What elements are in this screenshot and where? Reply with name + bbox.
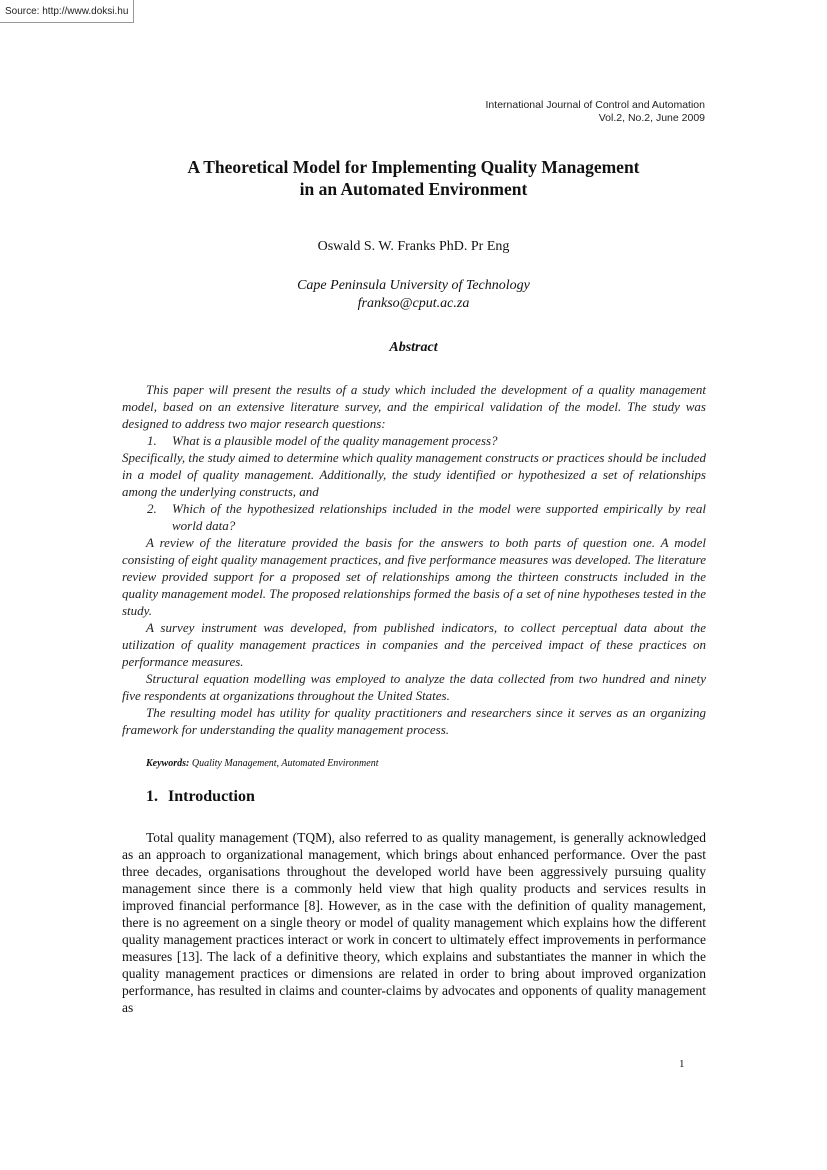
- introduction-paragraph: Total quality management (TQM), also referred to as quality management, is generally acknowledged as an approach to organizational management, which brings about enhanced performance. Over the past three decades, organisations throughout the developed world have been aggressively pursuing quality management since there is a commonly held view that high quality products and services results in improved financial performance [8]. However, as in the case with the definition of quality management, there is no agreement on a single theory or model of quality management which explains how the different quality management practices interact or work in concert to ultimately effect improvements in performance measures [13]. The lack of a definitive theory, which explains and substantiates the manner in which the quality management practices or dimensions are related in order to bring about improved organization performance, has resulted in claims and counter-claims by advocates and opponents of quality management as: [122, 830, 706, 1015]
- author-name: Oswald S. W. Franks PhD. Pr Eng: [317, 239, 510, 254]
- list-text: Which of the hypothesized relationships included in the model were supported empirically by real world data?: [172, 501, 706, 533]
- list-number: 1.: [147, 433, 157, 448]
- title-line-2: in an Automated Environment: [299, 179, 528, 199]
- page-number: 1: [679, 1058, 685, 1070]
- journal-header: [486, 99, 705, 125]
- list-text: What is a plausible model of the quality management process?: [172, 433, 498, 448]
- abstract-body: [122, 381, 706, 738]
- abstract-paragraph: A review of the literature provided the basis for the answers to both parts of question one. A model consisting of eight quality management practices, and five performance measures was developed. The literature review provided support for a proposed set of relationships among the thirteen constructs included in the quality management model. The proposed relationships formed the basis of a set of nine hypotheses tested in the study.: [122, 535, 706, 618]
- journal-name: International Journal of Control and Automation: [485, 99, 705, 111]
- keywords-label: Keywords:: [146, 758, 190, 769]
- title-line-1: A Theoretical Model for Implementing Quality Management: [187, 157, 640, 177]
- abstract-paragraph: The resulting model has utility for quality practitioners and researchers since it serves as an organizing framework for understanding the quality management process.: [122, 705, 706, 737]
- abstract-paragraph: Specifically, the study aimed to determine which quality management constructs or practices should be included in a model of quality management. Additionally, the study identified or hypothesized a set of relationships among the underlying constructs, and: [122, 450, 706, 499]
- keywords-text: Quality Management, Automated Environment: [191, 758, 379, 769]
- research-question-2: [122, 500, 706, 534]
- section-title: Introduction: [168, 788, 255, 805]
- author-email: frankso@cput.ac.za: [357, 296, 470, 311]
- keywords: [146, 758, 378, 769]
- source-label: Source: http://www.doksi.hu: [0, 0, 134, 23]
- research-question-1: [122, 432, 706, 449]
- abstract-paragraph: Structural equation modelling was employed to analyze the data collected from two hundred and ninety five respondents at organizations throughout the United States.: [122, 671, 706, 703]
- abstract-heading: Abstract: [389, 340, 438, 355]
- institution: Cape Peninsula University of Technology: [297, 278, 530, 293]
- list-number: 2.: [147, 501, 157, 516]
- abstract-paragraph: This paper will present the results of a study which included the development of a quality management model, based on an extensive literature survey, and the empirical validation of the model. The study was designed to address two major research questions:: [122, 382, 706, 431]
- affiliation: [0, 277, 827, 313]
- section-heading-introduction: [146, 788, 255, 806]
- paper-title: [0, 156, 827, 200]
- section-number: 1.: [146, 788, 158, 805]
- abstract-paragraph: A survey instrument was developed, from published indicators, to collect perceptual data about the utilization of quality management practices in companies and the perceived impact of these practices on performance measures.: [122, 620, 706, 669]
- journal-volume: Vol.2, No.2, June 2009: [598, 112, 705, 124]
